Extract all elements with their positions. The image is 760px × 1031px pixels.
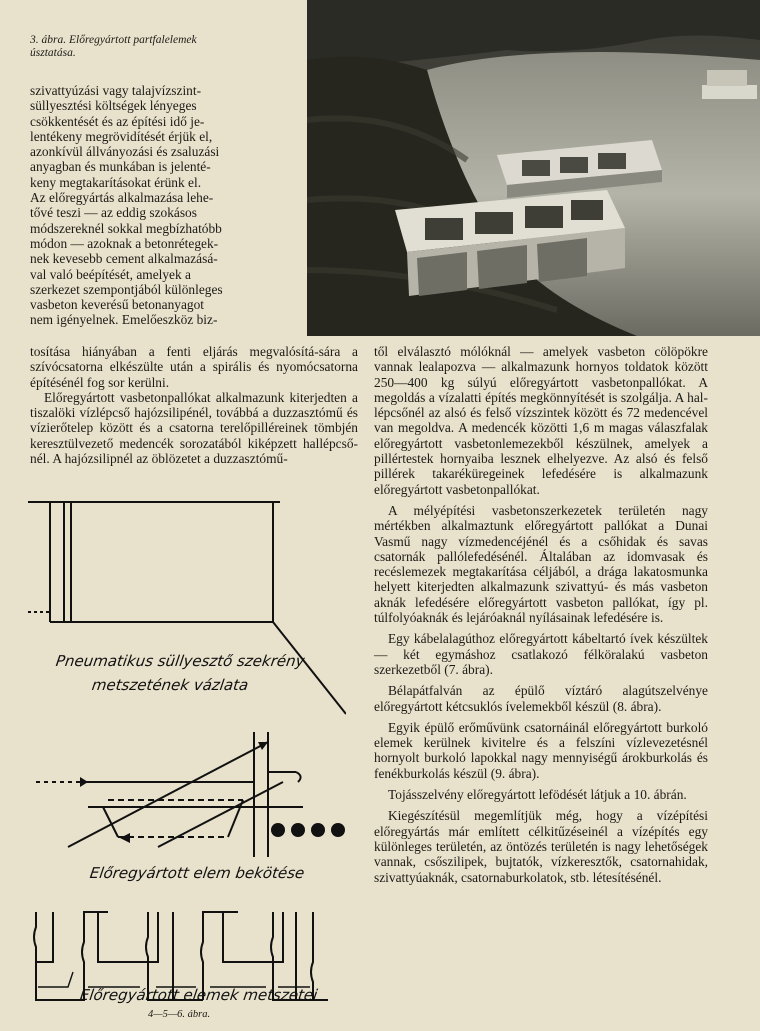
text-line: süllyesztési költségek lényeges bbox=[30, 98, 197, 114]
figure-3-caption bbox=[30, 34, 300, 60]
text-line: vasbeton keverésű betonanyagot bbox=[30, 297, 205, 313]
drawing-label-caisson-2: metszetének vázlata bbox=[90, 676, 250, 694]
paragraph: től elválasztó mólóknál — amelyek vasbeton cölöpökre vannak lealapozva — alkalmazunk hornyos toldatok között 250—400 kg súlyú előregyártott vasbetonpallókat. A megoldás a vízalatti építés megkönnyítését is szolgálja. A hallépcsőnél az alsó és felső vízszintek között és 72 medencével van megoldva. A medencék közötti 1,6 m magas válaszfalak előregyártott vasbetonlemezekből készülnek, amelyek a pillértestek hornyaiba lesznek elhelyezve. Az alsó és felső pillérek takaréküregeinek lefedésére is alkalmazunk előregyártott vasbetonpallókat. bbox=[374, 344, 708, 497]
left-column-top bbox=[30, 83, 272, 328]
text-line: azonkívül állványozási és zsaluzási bbox=[30, 144, 220, 160]
left-column-bottom bbox=[30, 344, 358, 466]
text-line: val való beépítését, amelyek a bbox=[30, 266, 191, 282]
technical-drawings bbox=[28, 492, 346, 1027]
paragraph: Kiegészítésül megemlítjük még, hogy a vízépítési előregyártás már említett célkitűzéseinél a vízépítés egy különleges területén, az öntözés területén is nagy lehetőségek vannak, csőszilipek, bujtatók, vízkeresztők, csatornahidak, szivattyúaknák, csatornaburkolatok, stb. létesítésénél. bbox=[374, 808, 708, 885]
drawing-label-sections: Előregyártott elemek metszetei bbox=[78, 986, 319, 1004]
text-line: szivattyúzási vagy talajvízszint- bbox=[30, 83, 202, 98]
text-line: nek kevesebb cement alkalmazásá- bbox=[30, 251, 218, 267]
paragraph: tosítása hiányában a fenti eljárás megvalósítá-sára a szívócsatorna elkészülte után a spirális és nyomócsatorna építésénél fog sor kerülni. bbox=[30, 344, 358, 390]
paragraph: Előregyártott vasbetonpallókat alkalmazunk kiterjedten a tiszalöki vízlépcső hajózsilipénél, továbbá a duzzasztómű és vízierőtelep között és a csatorna terelőpilléreinek tömbjén keresztülvezető medencék sorozatából kiképzett hallépcsőnél. A hajózsilipnél az öblözetet a duzzasztómű- bbox=[30, 389, 358, 467]
paragraph: Tojásszelvény előregyártott lefödését látjuk a 10. ábrán. bbox=[388, 787, 687, 803]
text-line: keny megtakarításokat érünk el. bbox=[30, 174, 202, 190]
paragraph: Bélapátfalván az épülő víztáró alagútszelvénye előregyártott kétcsuklós ívelemekből készül (8. ábra). bbox=[374, 683, 708, 714]
text-line: csökkentését és az építési idő je- bbox=[30, 113, 205, 129]
text-line: tővé teszi — az eddig szokásos bbox=[30, 205, 197, 221]
drawing-label-connection: Előregyártott elem bekötése bbox=[88, 864, 306, 882]
paragraph: Egy kábelalagúthoz előregyártott kábeltartó ívek készültek — két egymáshoz csatlakozó félköralakú vasbeton szerkezetből (7. ábra). bbox=[374, 631, 708, 677]
drawing-label-caisson-1: Pneumatikus süllyesztő szekrény bbox=[54, 652, 306, 670]
text-line: módszereknél sokkal megbízhatóbb bbox=[30, 220, 222, 236]
paragraph: Egyik épülő erőművünk csatornáinál előregyártott burkoló elemek kerülnek kivitelre és a felszíni vízlevezetésnél hornyolt burkoló lapokkal nagy mennyiségű árokburkolás és fenékburkolás készül (9. ábra). bbox=[374, 719, 708, 781]
paragraph: A mélyépítési vasbetonszerkezetek területén nagy mértékben alkalmaztunk előregyártott pallókat a Dunai Vasmű nagy vízmedencéjénél és a csőhidak és savas csatornák pallólefedésénél. Általában az idomvasak és recéslemezek megtakarítása céljából, a drága lakatosmunka helyett kiterjedten alkalmazunk szivattyú- és más vasbeton aknák lefedésére előregyártott vasbeton pallókat, így pl. túlfolyóaknák és lejáróaknál nyílásainak lefedésére is. bbox=[374, 502, 708, 626]
figure-3-caption-line1: 3. ábra. Előregyártott partfalelemek bbox=[30, 34, 197, 46]
figure-number: 4—5—6. ábra. bbox=[148, 1009, 211, 1020]
text-line: módon — azoknak a betonrétegek- bbox=[30, 235, 219, 251]
text-line: lentékeny megrövidítését érjük el, bbox=[30, 128, 213, 144]
right-column bbox=[374, 344, 708, 885]
drawings-svg bbox=[28, 492, 346, 1027]
text-line: Az előregyártás alkalmazása lehe- bbox=[30, 190, 214, 206]
text-line: nem igényelnek. Emelőeszköz biz- bbox=[30, 312, 218, 328]
river-photo bbox=[307, 0, 760, 336]
figure-3-caption-line2: úsztatása. bbox=[30, 47, 76, 59]
text-line: szerkezet szempontjából különleges bbox=[30, 281, 223, 297]
text-line: anyagban és munkában is jelenté- bbox=[30, 159, 211, 175]
